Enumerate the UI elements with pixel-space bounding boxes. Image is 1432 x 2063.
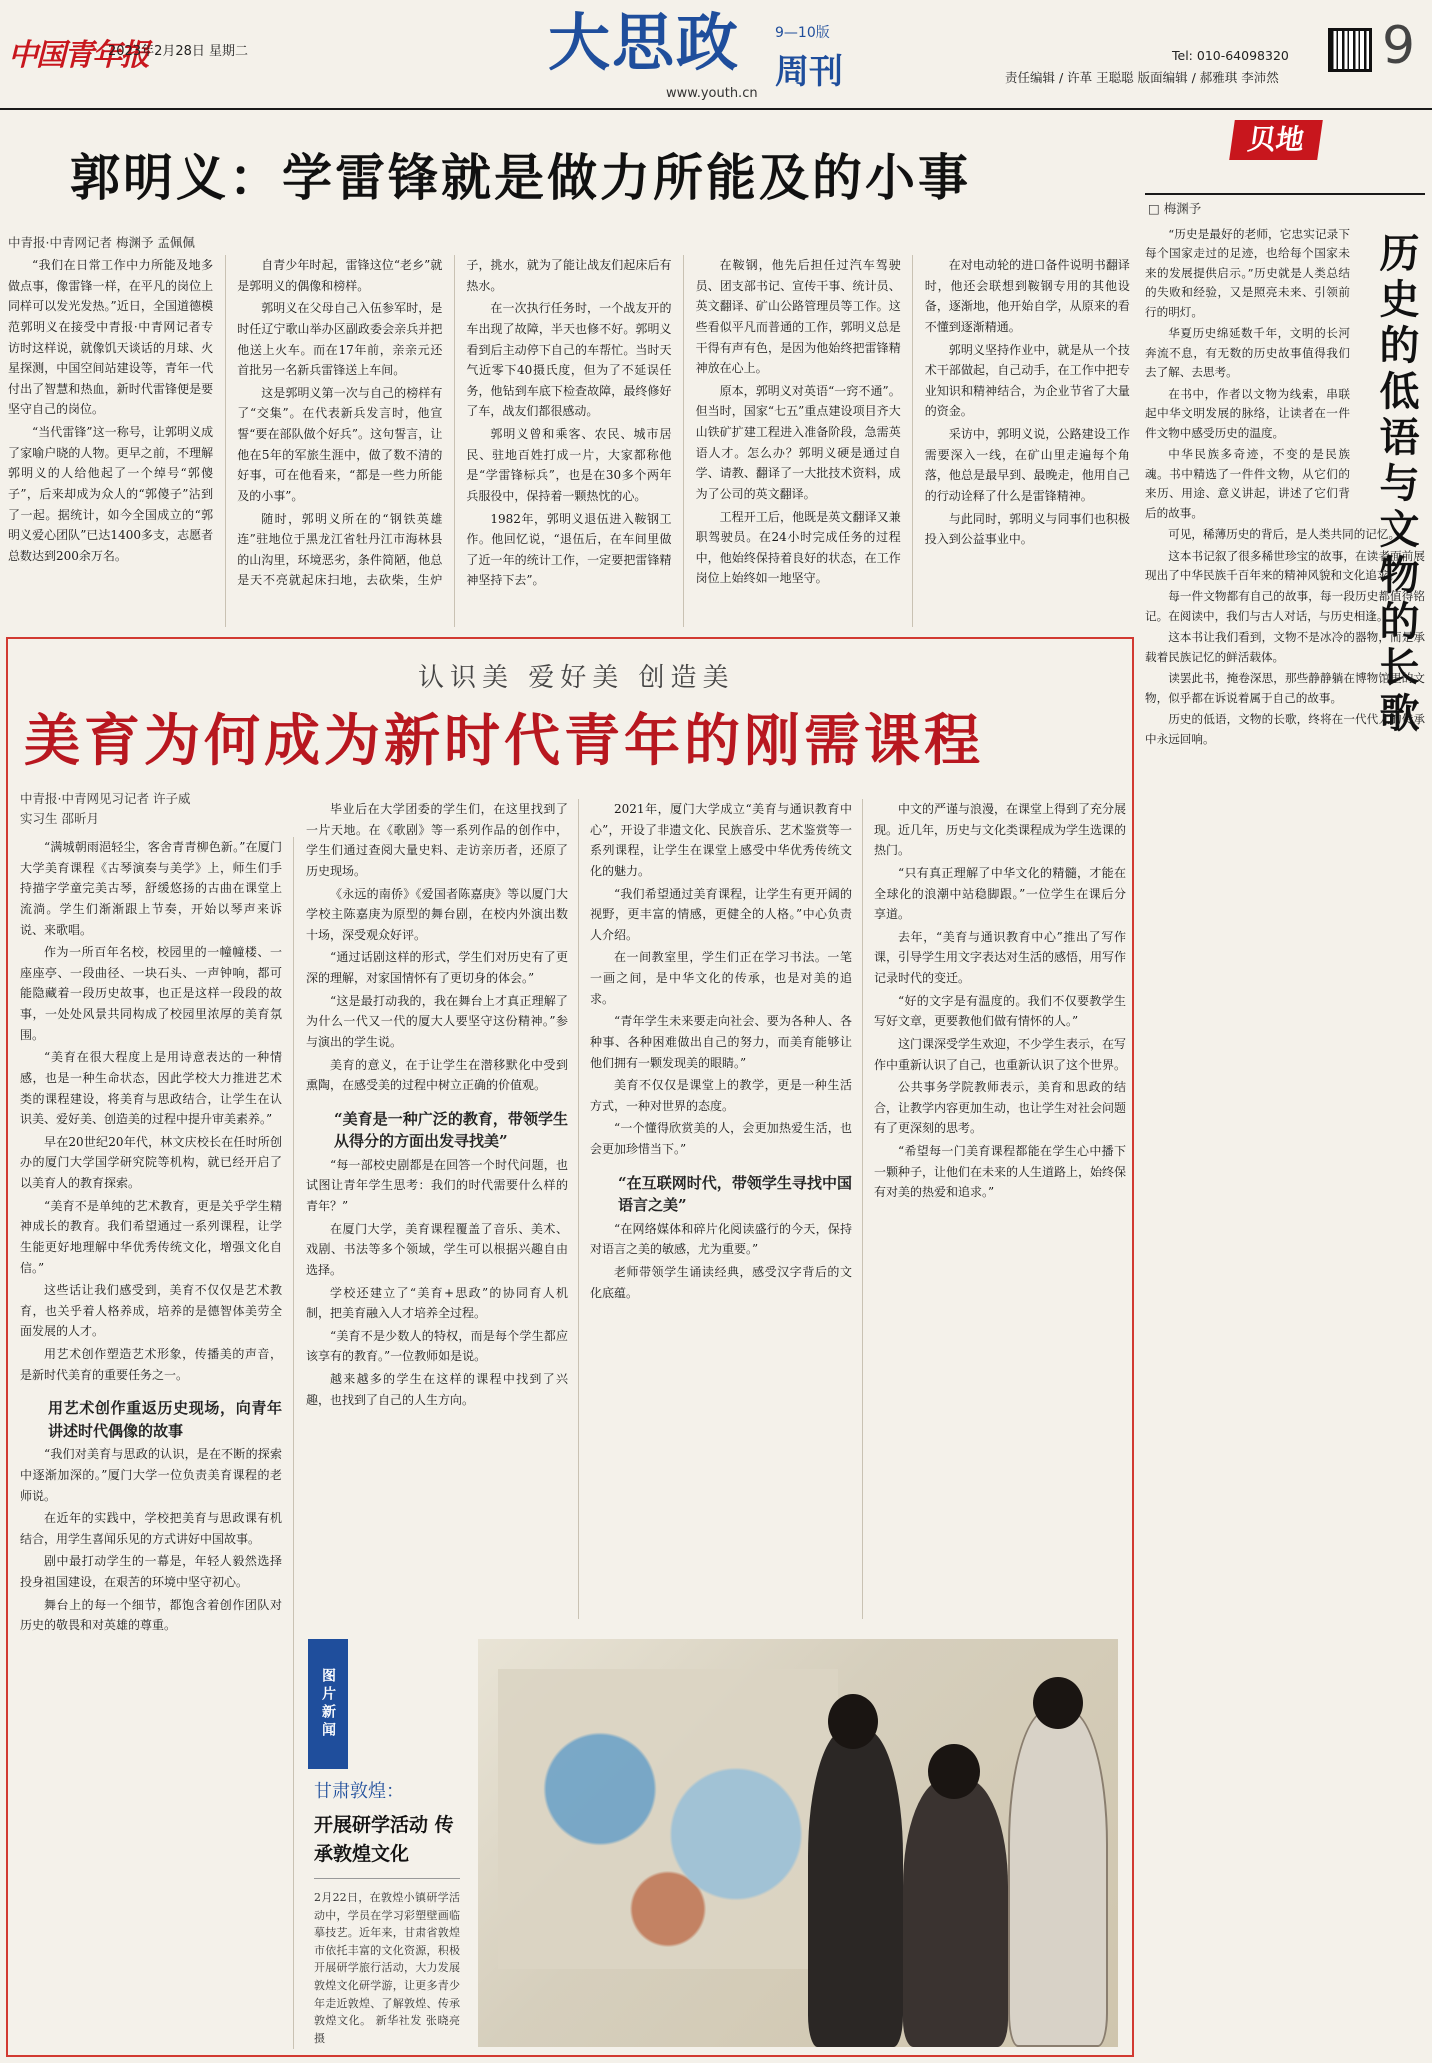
paragraph: “美育不是少数人的特权，而是每个学生都应该享有的教育。”一位教师如是说。 (306, 1328, 568, 1364)
subheading: 用艺术创作重返历史现场，向青年讲述时代偶像的故事 (48, 1399, 282, 1440)
paragraph: 公共事务学院教师表示，美育和思政的结合，让教学内容更加生动，也让学生对社会问题有了更深刻的思考。 (874, 1080, 1126, 1136)
feature-headline[interactable]: 美育为何成为新时代青年的刚需课程 (24, 708, 984, 774)
paragraph: 这门课深受学生欢迎，不少学生表示，在写作中重新认识了自己，也重新认识了这个世界。 (874, 1036, 1126, 1072)
paragraph: 在鞍钢，他先后担任过汽车驾驶员、团支部书记、宣传干事、统计员、英文翻译、矿山公路管理员等工作。这些看似平凡而普通的工作，郭明义总是干得有声有色，是因为他始终把雷锋精神放在心上。 (695, 258, 901, 376)
section-tag-badge[interactable]: 贝地 (1229, 120, 1323, 160)
paragraph: 自青少年时起，雷锋这位“老乡”就是郭明义的偶像和榜样。 (237, 258, 443, 293)
paragraph: 2021年，厦门大学成立“美育与通识教育中心”，开设了非遗文化、民族音乐、艺术鉴赏等一系列课程，让学生在课堂上感受中华优秀传统文化的魅力。 (590, 802, 852, 878)
paragraph: 美育不仅仅是课堂上的教学，更是一种生活方式，一种对世界的态度。 (590, 1078, 852, 1113)
paragraph: “这是最打动我的，我在舞台上才真正理解了为什么一代又一代的厦大人要坚守这份精神。”参与演出的学生说。 (306, 993, 568, 1049)
feature-article-box (6, 637, 1134, 2057)
paragraph: 这是郭明义第一次与自己的榜样有了“交集”。在代表新兵发言时，他宣誓“要在部队做个好兵”。这句誓言，让他在5年的军旅生涯中，做了数不清的好事，可在他看来，“都是一些力所能及的小事”。 (237, 385, 443, 503)
paragraph: 在书中，作者以文物为线索，串联起中华文明发展的脉络，让读者在一件件文物中感受历史的温度。 (1145, 386, 1350, 440)
paragraph: 在近年的实践中，学校把美育与思政课有机结合，用学生喜闻乐见的方式讲好中国故事。 (20, 1511, 282, 1546)
paragraph: 早在20世纪20年代，林文庆校长在任时所创办的厦门大学国学研究院等机构，就已经开启了以美育人的教育探索。 (20, 1134, 282, 1190)
paragraph: “青年学生未来要走向社会、要为各种人、各种事、各种困难做出自己的努力，而美育能够让他们拥有一颗发现美的眼睛。” (590, 1014, 852, 1070)
paragraph: 郭明义在父母自己入伍参军时，是时任辽宁歌山举办区副政委会亲兵并把他送上火车。而在17年前，亲亲元还首批另一名新兵雷锋送上车间。 (237, 301, 443, 378)
paragraph: 1982年，郭明义退伍进入鞍钢工作。他回忆说，“退伍后，在车间里做了近一年的统计工作，一定要把雷锋精神坚持下去”。 (466, 511, 672, 588)
paragraph: “好的文字是有温度的。我们不仅要教学生写好文章，更要教他们做有情怀的人。” (874, 993, 1126, 1029)
paragraph: 舞台上的每一个细节，都饱含着创作团队对历史的敬畏和对英雄的尊重。 (20, 1597, 282, 1633)
mural-painting (498, 1669, 838, 1969)
paragraph: “在网络媒体和碎片化阅读盛行的今天，保持对语言之美的敏感，尤为重要。” (590, 1221, 852, 1257)
right-column-body (1145, 225, 1425, 2055)
paragraph: 中华民族多奇迹，不变的是民族魂。书中精选了一件件文物，从它们的来历、用途、意义讲起，讲述了它们背后的故事。 (1145, 447, 1350, 520)
top-article-byline: 中青报·中青网记者 梅渊予 孟佩佩 (8, 235, 195, 250)
qr-code-icon[interactable] (1328, 28, 1372, 72)
top-article-body (8, 255, 1130, 627)
paragraph: 历史的低语，文物的长歌，终将在一代代人的传承中永远回响。 (1145, 712, 1425, 746)
paragraph: 在一间教室里，学生们正在学习书法。一笔一画之间，是中华文化的传承，也是对美的追求。 (590, 950, 852, 1006)
page-number: 9 (1382, 16, 1416, 76)
paragraph: 美育的意义，在于让学生在潜移默化中受到熏陶，在感受美的过程中树立正确的价值观。 (306, 1057, 568, 1093)
paragraph: “一个懂得欣赏美的人，会更加热爱生活，也会更加珍惜当下。” (590, 1121, 852, 1156)
paragraph: 中文的严谨与浪漫，在课堂上得到了充分展现。近几年，历史与文化类课程成为学生选课的热门。 (874, 802, 1126, 858)
paragraph: 采访中，郭明义说，公路建设工作需要深入一线，在矿山里走遍每个角落，他总是最早到、最晚走，他用自己的行动诠释了什么是雷锋精神。 (924, 427, 1130, 503)
paragraph: 毕业后在大学团委的学生们，在这里找到了一片天地。在《歌剧》等一系列作品的创作中，学生们通过查阅大量史料、走访亲历者，还原了历史现场。 (306, 802, 568, 878)
paragraph: “满城朝雨浥轻尘，客舍青青柳色新。”在厦门大学美育课程《古琴演奏与美学》上，师生们手持描字学童完美古琴，舒缓悠扬的古曲在课堂上流淌。学生们渐渐跟上节奏，开始以琴声来诉说、来歌唱。 (20, 840, 282, 937)
paragraph: “当代雷锋”这一称号，让郭明义成了家喻户晓的人物。更早之前，不理解郭明义的人给他起了一个绰号“郭傻子”，后来却成为众人的“郭傻子”沾到了一起。据统计，如今全国成立的“郭明义爱心团队”已达1400多支，志愿者总数达到200余万名。 (8, 425, 214, 563)
feature-kicker: 认识美 爱好美 创造美 (418, 663, 735, 693)
paragraph: “我们希望通过美育课程，让学生有更开阔的视野，更丰富的情感，更健全的人格。”中心负责人介绍。 (590, 886, 852, 942)
photo-title[interactable]: 开展研学活动 传承敦煌文化 (314, 1814, 454, 1865)
student-head (928, 1744, 980, 1799)
photo-caption (308, 1771, 466, 2047)
photo-news-label: 图片新闻 (308, 1639, 348, 1769)
divider (314, 1878, 460, 1879)
paragraph: “美育在很大程度上是用诗意表达的一种情感，也是一种生命状态，因此学校大力推进艺术类的课程建设，将美育与思政结合，让学生在认识美、爱好美、创造美的过程中提升审美素养。” (20, 1050, 282, 1127)
divider (1145, 193, 1425, 195)
editor-credits: 责任编辑 / 许革 王聪聪 版面编辑 / 郝雅琪 李沛然 (1005, 70, 1279, 85)
site-url-link[interactable]: www.youth.cn (666, 86, 758, 101)
feature-byline (20, 789, 190, 829)
paragraph: 郭明义坚持作业中，就是从一个技术干部做起，自己动手，在工作中把专业知识和精神结合，为企业节省了大量的资金。 (924, 342, 1130, 419)
subheading: “在互联网时代，带领学生寻找中国语言之美” (618, 1173, 852, 1215)
weekly-label: 周刊 (775, 52, 843, 92)
masthead (0, 0, 1432, 110)
news-photo-image[interactable] (478, 1639, 1118, 2047)
feature-column-2 (306, 669, 568, 1619)
paragraph: 郭明义曾和乘客、农民、城市居民、驻地百姓打成一片，大家都称他是“学雷锋标兵”，也是在30多个两年兵服役中，保持着一颗热忱的心。 (466, 427, 672, 503)
paragraph: 与此同时，郭明义与同事们也积极投入到公益事业中。 (924, 511, 1130, 547)
paragraph: 在对电动轮的进口备件说明书翻译时，他还会联想到鞍钢专用的其他设备，逐渐地，他开始自学，从原来的看不懂到逐渐精通。 (924, 258, 1130, 334)
byline-line: 实习生 邵昕月 (20, 811, 99, 826)
right-column-byline: □ 梅渊予 (1148, 201, 1202, 216)
student-figure (808, 1729, 903, 2047)
page-range: 9—10版 (775, 25, 830, 41)
paragraph: 越来越多的学生在这样的课程中找到了兴趣，也找到了自己的人生方向。 (306, 1372, 568, 1407)
paragraph: 可见，稀薄历史的背后，是人类共同的记忆。 (1168, 527, 1401, 542)
paragraph: 去年，“美育与通识教育中心”推出了写作课，引导学生用文字表达对生活的感悟，用写作记录时代的变迁。 (874, 929, 1126, 985)
paragraph: 这本书记叙了很多稀世珍宝的故事，在读者面前展现出了中华民族千百年来的精神风貌和文化追求。 (1145, 548, 1425, 582)
paragraph: “我们对美育与思政的认识，是在不断的探索中逐渐加深的。”厦门大学一位负责美育课程的老师说。 (20, 1447, 282, 1503)
paragraph: 学校还建立了“美育+思政”的协同育人机制，把美育融入人才培养全过程。 (306, 1285, 568, 1321)
feature-column-1 (20, 837, 282, 2049)
feature-column-3 (590, 799, 852, 1619)
issue-date: 2023年2月28日 星期二 (108, 44, 249, 59)
column-divider (578, 799, 579, 1619)
paragraph: 《永远的南侨》《爱国者陈嘉庚》等以厦门大学校主陈嘉庚为原型的舞台剧，在校内外演出数十场，深受观众好评。 (306, 886, 568, 942)
paragraph: “美育不是单纯的艺术教育，更是关乎学生精神成长的教育。我们希望通过一系列课程，让学生能更好地理解中华优秀传统文化，增强文化自信。” (20, 1198, 282, 1275)
right-column-narrow-block (1145, 225, 1350, 523)
paragraph: “通过话剧这样的形式，学生们对历史有了更深的理解，对家国情怀有了更切身的体会。” (306, 950, 568, 985)
paragraph: 老师带领学生诵读经典，感受汉字背后的文化底蕴。 (590, 1264, 852, 1300)
column-divider (293, 837, 294, 2049)
paragraph: “每一部校史剧都是在回答一个时代问题，也试图让青年学生思考：我们的时代需要什么样的青年？” (306, 1157, 568, 1213)
section-brand: 大思政 (548, 6, 741, 79)
photo-news (308, 1639, 1118, 2047)
paragraph: “历史是最好的老师，它忠实记录下每个国家走过的足迹，也给每个国家未来的发展提供启示。”历史就是人类总结的失败和经验，又是照亮未来、引领前行的明灯。 (1145, 227, 1350, 319)
feature-column-4 (874, 799, 1126, 1619)
paragraph: 这本书让我们看到，文物不是冰冷的器物，而是承载着民族记忆的鲜活载体。 (1145, 630, 1425, 664)
contact-telephone: Tel: 010-64098320 (1172, 48, 1289, 63)
paragraph: 原本，郭明义对英语“一窍不通”。但当时，国家“七五”重点建设项目齐大山铁矿扩建工程进入准备阶段，急需英语人才。怎么办？郭明义硬是通过自学、请教、翻译了一大批技术资料，成为了公司的英文翻译。 (695, 383, 901, 501)
paragraph: “希望每一门美育课程都能在学生心中播下一颗种子，让他们在未来的人生道路上，始终保有对美的热爱和追求。” (874, 1144, 1126, 1200)
brand-side (775, 22, 843, 93)
paragraph: 工程开工后，他既是英文翻译又兼职驾驶员。在24小时完成任务的过程中，他始终保持着良好的状态，在工作岗位上始终如一地坚守。 (695, 509, 901, 586)
paragraph: “只有真正理解了中华文化的精髓，才能在全球化的浪潮中站稳脚跟。”一位学生在课后分享道。 (874, 865, 1126, 922)
paragraph: 在厦门大学，美育课程覆盖了音乐、美术、戏剧、书法等多个领域，学生可以根据兴趣自由选择。 (306, 1221, 568, 1277)
paragraph: 随时，郭明义所在的“钢铁英雄连”驻地位于黑龙江省牡丹江市海林县的山沟里，环境恶劣，条件简陋，他总是天不亮就起床扫地，去砍柴，生炉子，挑水，就为了能让战友们起床后有热水。 (237, 258, 672, 588)
subheading: “美育是一种广泛的教育，带领学生从得分的方面出发寻找美” (334, 1109, 568, 1151)
right-column-vertical-title[interactable]: 历史的低语与文物的长歌 (1373, 232, 1420, 738)
student-head (828, 1694, 878, 1749)
paragraph: 在一次执行任务时，一个战友开的车出现了故障，半天也修不好。郭明义看到后主动停下自己的车帮忙。当时天气近零下40摄氏度，但为了不延误任务，他钻到车底下检查故障，最终修好了车，战友们都很感动。 (466, 301, 672, 419)
newspaper-logo[interactable]: 中国青年报 (8, 38, 148, 73)
photo-caption-text: 2月22日，在敦煌小镇研学活动中，学员在学习彩塑壁画临摹技艺。近年来，甘肃省敦煌市依托丰富的文化资源，积极开展研学旅行活动，大力发展敦煌文化研学游，让更多青少年走近敦煌、了解敦煌、传承敦煌文化。 新华社发 张晓亮 摄 (314, 1891, 460, 2045)
paragraph: 作为一所百年名校，校园里的一幢幢楼、一座座亭、一段曲径、一块石头、一声钟响，都可能隐藏着一段历史故事，也正是这样一段段的故事，一处处风景共同构成了校园里浓厚的美育氛围。 (20, 945, 282, 1042)
paragraph: 这些话让我们感受到，美育不仅仅是艺术教育，也关乎着人格养成，培养的是德智体美劳全面发展的人才。 (20, 1283, 282, 1339)
student-figure (903, 1779, 1008, 2047)
paragraph: 用艺术创作塑造艺术形象，传播美的声音，是新时代美育的重要任务之一。 (20, 1347, 282, 1382)
column-divider (862, 799, 863, 1619)
photo-location: 甘肃敦煌： (314, 1781, 404, 1802)
paragraph: “我们在日常工作中力所能及地多做点事，像雷锋一样，在平凡的岗位上同样可以发光发热。”近日，全国道德模范郭明义在接受中青报·中青网记者专访时这样说，就像饥天谈话的月球、火星探测，中国空间站建设等，青年一代付出了智慧和热血，新时代雷锋便是要坚守自己的岗位。 (8, 258, 214, 417)
paragraph: 剧中最打动学生的一幕是，年轻人毅然选择投身祖国建设，在艰苦的环境中坚守初心。 (20, 1554, 282, 1589)
paragraph: 华夏历史绵延数千年，文明的长河奔流不息，有无数的历史故事值得我们去了解、去思考。 (1145, 326, 1350, 380)
byline-line: 中青报·中青网见习记者 许子威 (20, 791, 191, 806)
paragraph: 每一件文物都有自己的故事，每一段历史都值得铭记。在阅读中，我们与古人对话，与历史相逢。 (1145, 589, 1425, 623)
student-head (1033, 1677, 1083, 1729)
top-article-headline[interactable]: 郭明义：学雷锋就是做力所能及的小事 (70, 148, 971, 207)
student-figure (1008, 1709, 1108, 2047)
paragraph: 读罢此书，掩卷深思，那些静静躺在博物馆里的文物，似乎都在诉说着属于自己的故事。 (1145, 671, 1425, 705)
